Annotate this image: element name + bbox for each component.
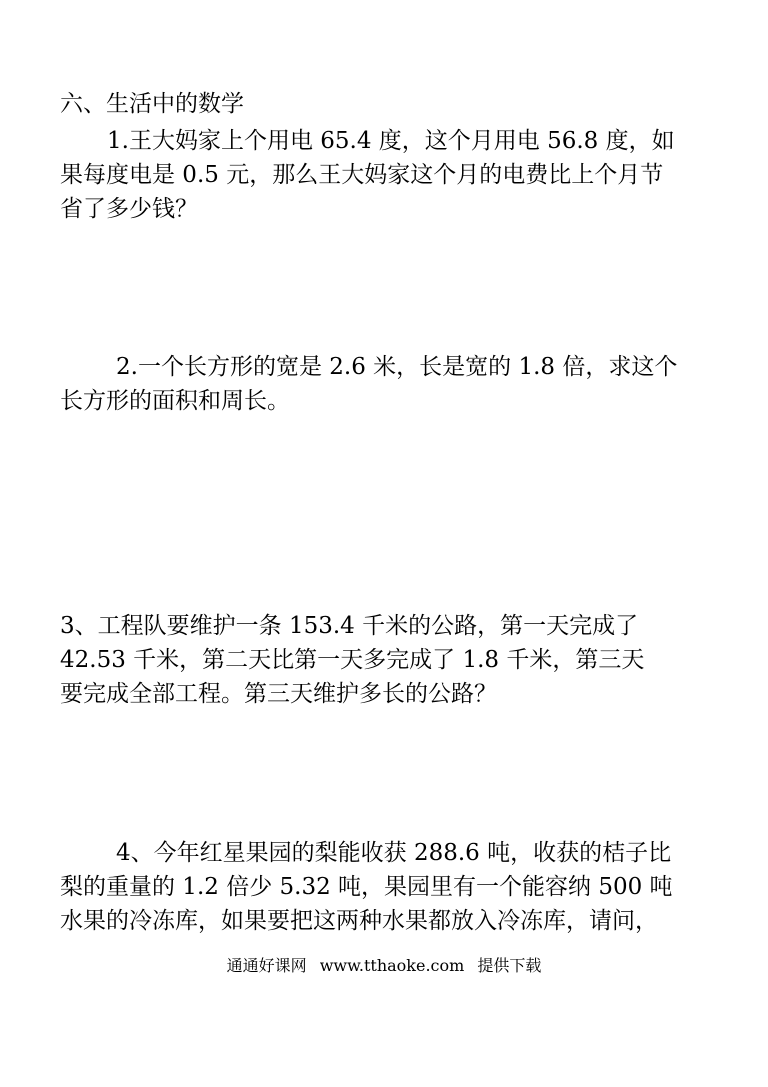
problem-3-line-1: 3、工程队要维护一条 153.4 千米的公路，第一天完成了 <box>60 613 639 639</box>
problem-4-line-1: 4、今年红星果园的梨能收获 288.6 吨，收获的桔子比 <box>116 840 672 866</box>
problem-2-line-1: 2.一个长方形的宽是 2.6 米，长是宽的 1.8 倍，求这个 <box>116 354 678 380</box>
problem-2-line-2: 长方形的面积和周长。 <box>60 388 290 414</box>
problem-1-line-3: 省了多少钱？ <box>60 196 198 222</box>
problem-3-line-2: 42.53 千米，第二天比第一天多完成了 1.8 千米，第三天 <box>60 647 645 673</box>
problem-3-line-3: 要完成全部工程。第三天维护多长的公路？ <box>60 681 497 707</box>
problem-1-line-2: 果每度电是 0.5 元，那么王大妈家这个月的电费比上个月节 <box>60 162 664 188</box>
footer-note: 提供下载 <box>477 956 542 975</box>
problem-4-line-2: 梨的重量的 1.2 倍少 5.32 吨，果园里有一个能容纳 500 吨 <box>60 874 673 900</box>
footer-url-link[interactable]: www.tthaoke.com <box>319 956 465 975</box>
problem-1-line-1: 1.王大妈家上个用电 65.4 度，这个月用电 56.8 度，如 <box>107 128 675 154</box>
footer-site-name: 通通好课网 <box>226 956 307 975</box>
problem-4-line-3: 水果的冷冻库，如果要把这两种水果都放入冷冻库，请问， <box>60 908 658 934</box>
page-footer <box>0 955 768 977</box>
section-title: 六、生活中的数学 <box>60 91 244 117</box>
